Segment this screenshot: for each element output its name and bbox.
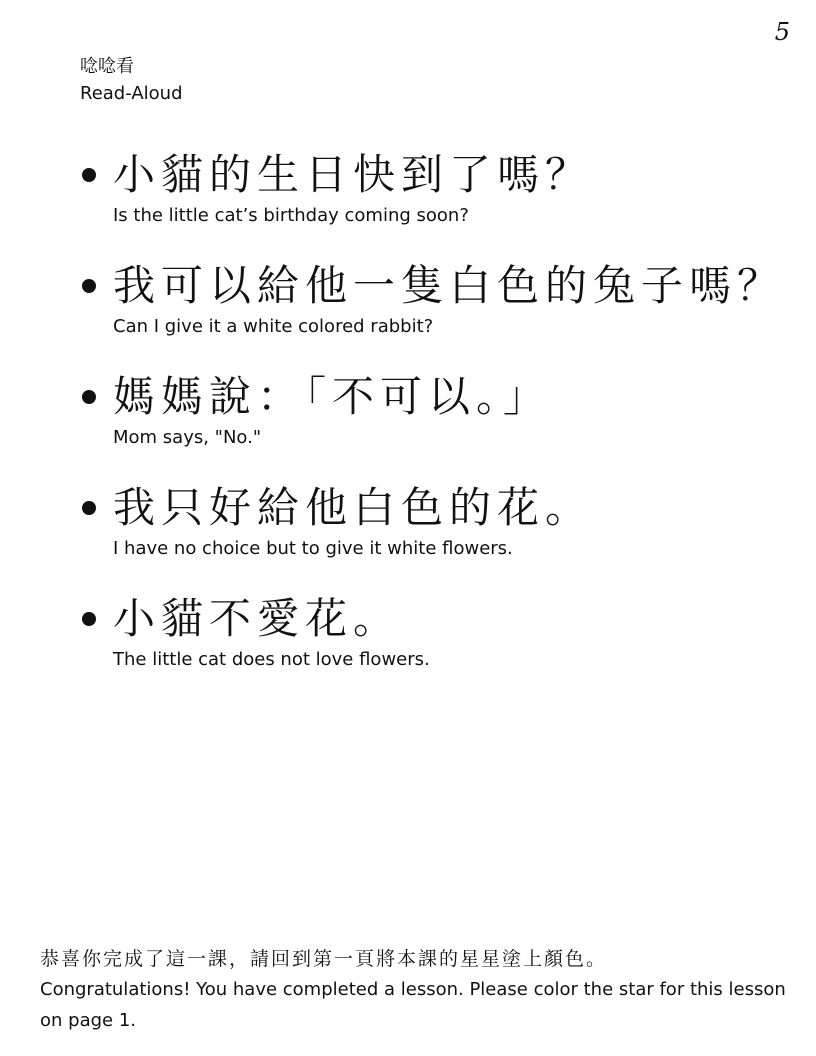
completion-note-english: Congratulations! You have completed a lesson. Please color the star for this lesson on page 1. (40, 979, 786, 1031)
bullet-icon (82, 612, 96, 626)
bullet-icon (82, 501, 96, 515)
section-title-chinese: 唸唸看 (80, 56, 134, 77)
english-translation: Can I give it a white colored rabbit? (113, 316, 434, 337)
chinese-sentence: 小貓的生日快到了嗎？ (113, 150, 594, 199)
chinese-sentence: 我只好給他白色的花。 (113, 483, 594, 532)
completion-note (40, 944, 794, 1036)
english-translation: I have no choice but to give it white flowers. (113, 538, 513, 559)
read-aloud-item (80, 148, 790, 229)
bullet-icon (82, 390, 96, 404)
chinese-sentence: 我可以給他一隻白色的兔子嗎？ (113, 261, 786, 310)
bullet-icon (82, 279, 96, 293)
read-aloud-item (80, 592, 790, 673)
chinese-sentence: 小貓不愛花。 (113, 594, 402, 643)
english-translation: Mom says, "No." (113, 427, 262, 448)
read-aloud-item (80, 481, 790, 562)
english-translation: The little cat does not love flowers. (113, 649, 430, 670)
read-aloud-list (80, 148, 790, 703)
section-header (80, 54, 183, 108)
section-title-english: Read-Aloud (80, 83, 183, 104)
page-number: 5 (774, 18, 790, 46)
bullet-icon (82, 168, 96, 182)
english-translation: Is the little cat’s birthday coming soon? (113, 205, 469, 226)
chinese-sentence: 媽媽說：「不可以。」 (113, 372, 552, 421)
completion-note-chinese: 恭喜你完成了這一課，請回到第一頁將本課的星星塗上顏色。 (40, 948, 608, 970)
read-aloud-item (80, 370, 790, 451)
read-aloud-item (80, 259, 790, 340)
